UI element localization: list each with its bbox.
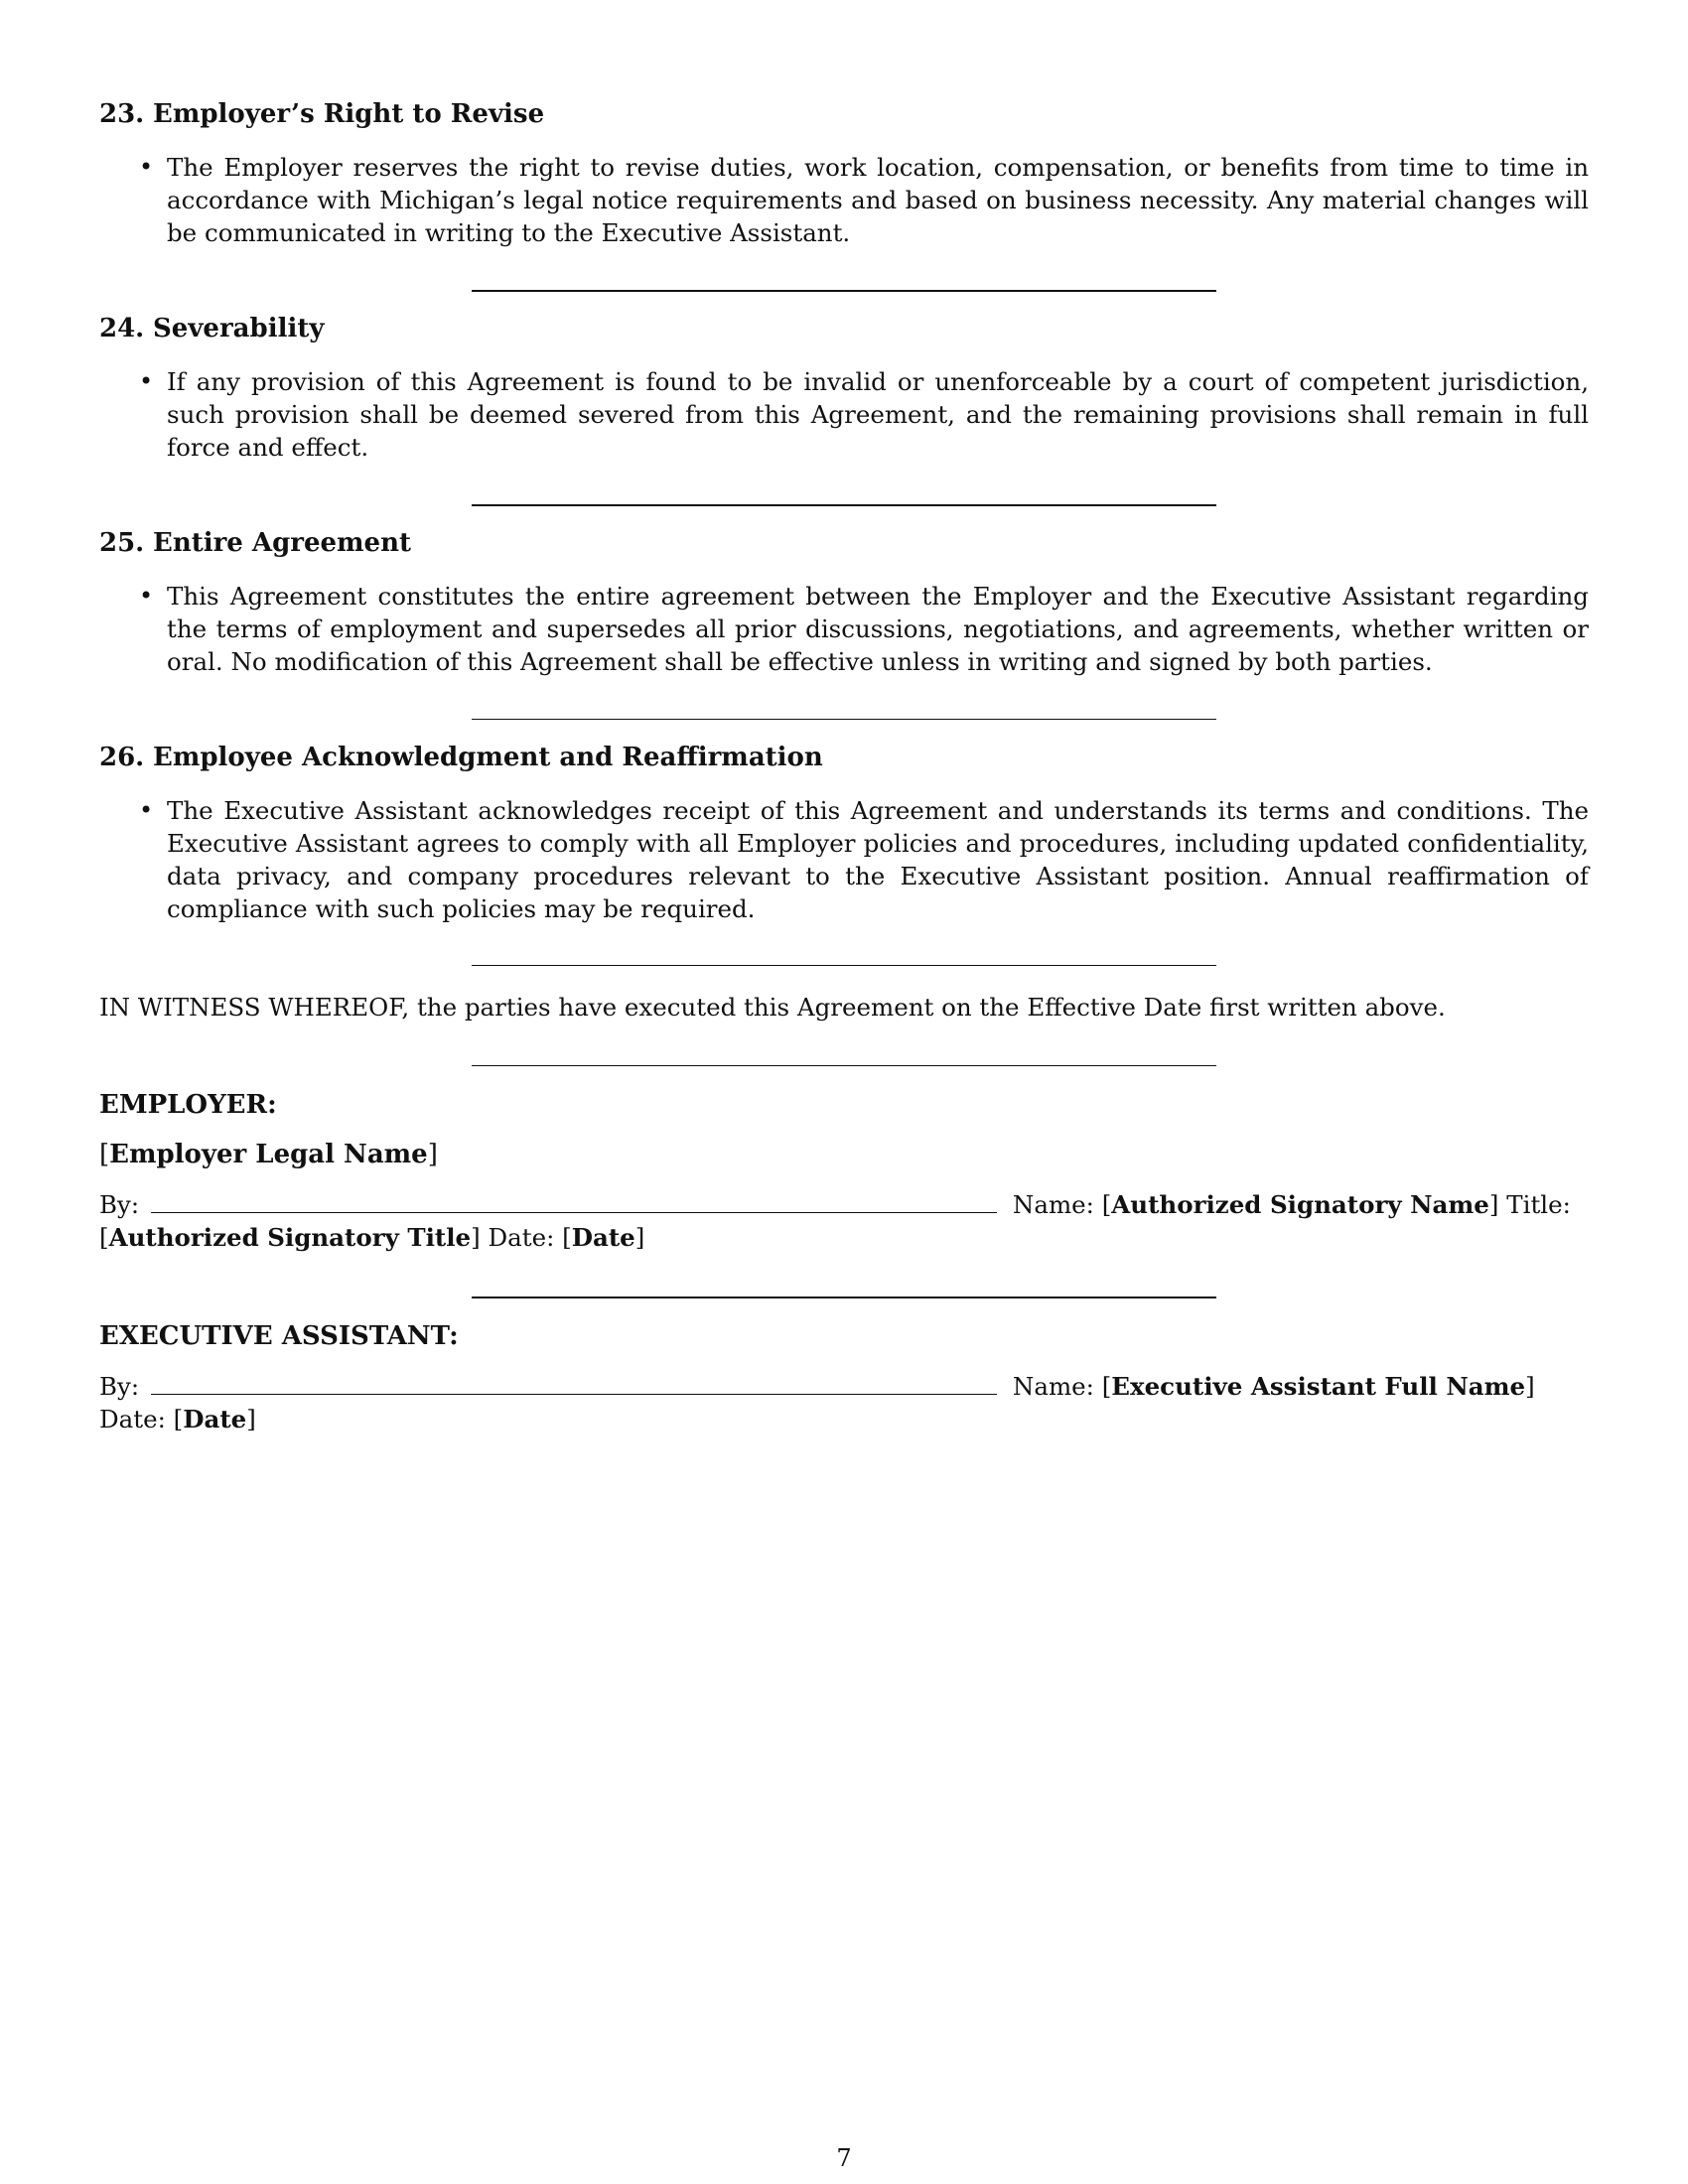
executive-assistant-name-placeholder: [Executive Assistant Full Name] [1101,1372,1535,1401]
bullet-text: The Executive Assistant acknowledges receipt of this Agreement and understands its terms and conditions. The Executive Assistant agrees to comply with all Employer policies and procedures, including updated confidentiality, data privacy, and company procedures relevant to the Executive Assistant position. Annual reaffirmation of compliance with such policies may be required. [167,796,1589,923]
title-label: Title: [1506,1190,1571,1219]
section-number: 23. [99,99,145,129]
date-label: Date: [488,1223,555,1252]
section-divider [472,719,1216,720]
executive-assistant-heading: EXECUTIVE ASSISTANT: [99,1321,459,1351]
executive-assistant-signature-block [99,1370,1589,1435]
section-title: Entire Agreement [153,528,411,558]
witness-statement: IN WITNESS WHEREOF, the parties have executed this Agreement on the Effective Date first written above. [99,993,1446,1022]
bullet-text: This Agreement constitutes the entire agreement between the Employer and the Executive Assistant regarding the terms of employment and supersedes all prior discussions, negotiations, and agreements, whether written or oral. No modification of this Agreement shall be effective unless in writing and signed by both parties. [167,582,1589,676]
section-heading-25 [99,528,411,559]
section-number: 25. [99,528,145,558]
section-bullet-23 [139,151,1589,249]
section-divider [472,1297,1216,1298]
executive-assistant-date-value: Date [183,1405,247,1433]
executive-assistant-date-placeholder: [Date] [173,1405,256,1433]
bullet-icon: • [139,153,154,181]
document-page [99,0,1589,2184]
section-title: Employee Acknowledgment and Reaffirmation [153,743,823,772]
section-divider [472,504,1216,506]
section-title: Severability [153,314,325,343]
employer-legal-name-value: Employer Legal Name [109,1140,428,1169]
executive-assistant-signature-line[interactable] [151,1372,997,1395]
bullet-icon: • [139,367,154,395]
date-label: Date: [99,1405,166,1433]
bullet-icon: • [139,796,154,824]
page-number: 7 [836,2144,852,2172]
section-heading-26 [99,743,823,773]
section-heading-23 [99,99,544,130]
name-label: Name: [1012,1190,1094,1219]
signatory-title-value: Authorized Signatory Title [108,1223,472,1252]
by-label: By: [99,1372,140,1401]
section-divider [472,1065,1216,1066]
employer-signature-block [99,1188,1589,1254]
by-label: By: [99,1190,140,1219]
section-divider [472,965,1216,966]
employer-signature-line[interactable] [151,1190,997,1213]
bullet-text: If any provision of this Agreement is found to be invalid or unenforceable by a court of competent jurisdiction, such provision shall be deemed severed from this Agreement, and the remaining provisions shall remain in full force and effect. [167,367,1589,462]
employer-date-placeholder: [Date] [562,1223,645,1252]
section-divider [472,290,1216,292]
section-bullet-26 [139,794,1589,925]
section-title: Employer’s Right to Revise [153,99,545,129]
bullet-icon: • [139,582,154,610]
section-number: 24. [99,314,145,343]
employer-legal-name: [Employer Legal Name] [99,1140,438,1169]
signatory-name-value: Authorized Signatory Name [1111,1190,1489,1219]
executive-assistant-name-value: Executive Assistant Full Name [1111,1372,1526,1401]
signatory-name-placeholder: [Authorized Signatory Name] [1101,1190,1499,1219]
section-number: 26. [99,743,145,772]
signatory-title-placeholder: [Authorized Signatory Title] [99,1223,481,1252]
name-label: Name: [1012,1372,1094,1401]
employer-date-value: Date [571,1223,635,1252]
section-bullet-24 [139,365,1589,464]
bullet-text: The Employer reserves the right to revise duties, work location, compensation, or benefits from time to time in accordance with Michigan’s legal notice requirements and based on business necessity. Any material changes will be communicated in writing to the Executive Assistant. [167,153,1589,247]
employer-heading: EMPLOYER: [99,1090,277,1120]
section-heading-24 [99,314,324,344]
section-bullet-25 [139,580,1589,678]
